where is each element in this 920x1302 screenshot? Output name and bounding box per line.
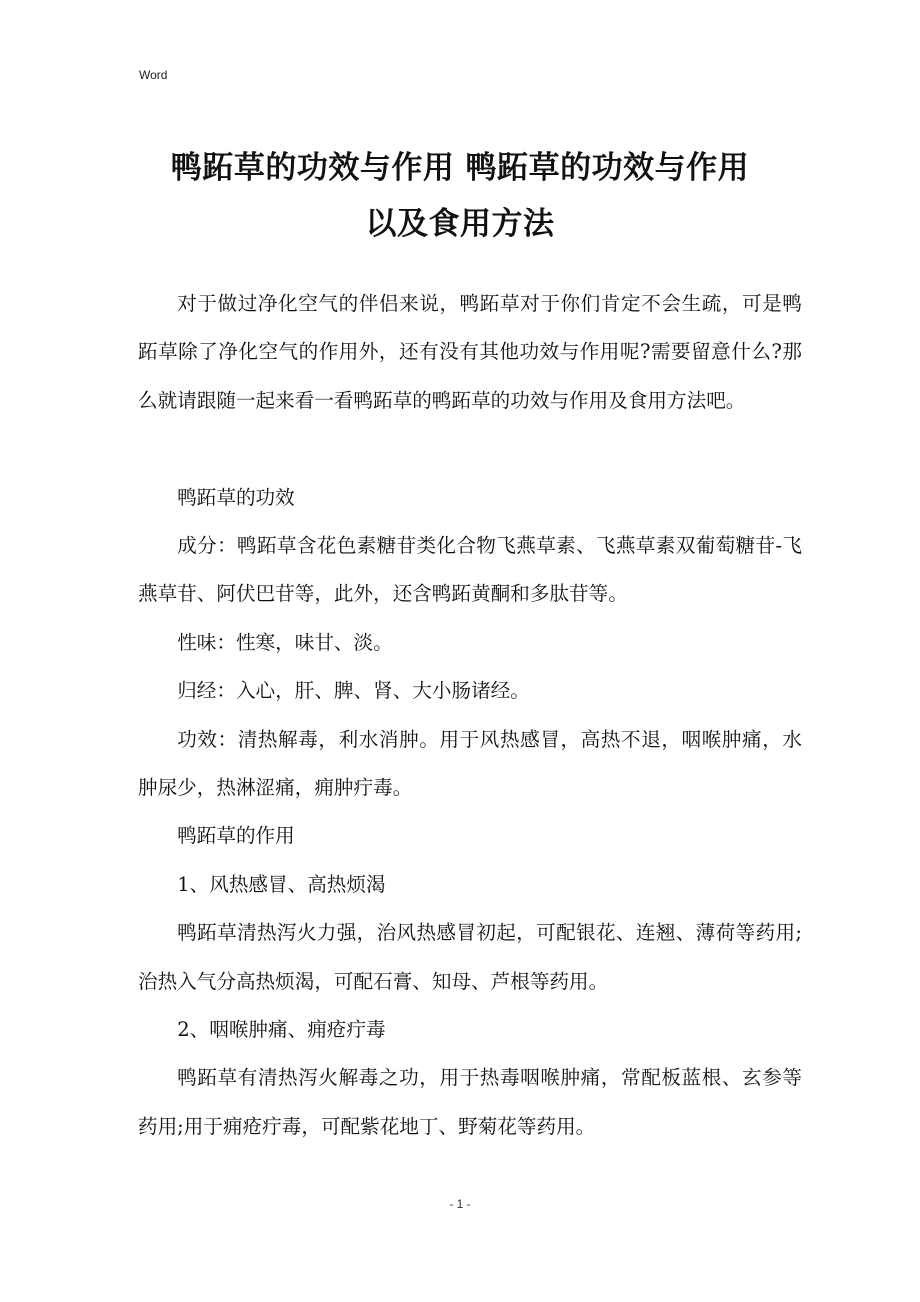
header-label: Word <box>139 68 168 82</box>
title-line-1: 鸭跖草的功效与作用 鸭跖草的功效与作用 <box>170 150 750 186</box>
paragraph-ingredients: 成分：鸭跖草含花色素糖苷类化合物飞燕草素、飞燕草素双葡萄糖苷-飞燕草苷、阿伏巴苷等，此外，还含鸭跖黄酮和多肽苷等。 <box>138 534 802 606</box>
section-heading-efficacy: 鸭跖草的功效 <box>177 485 295 509</box>
paragraph-nature-taste: 性味：性寒，味甘、淡。 <box>177 630 393 654</box>
page-number: - 1 - <box>449 1197 471 1211</box>
list-item-heading-1: 1、风热感冒、高热烦渴 <box>177 872 386 896</box>
blank-line <box>138 425 802 473</box>
document-title <box>138 140 782 252</box>
list-item-heading-2: 2、咽喉肿痛、痈疮疔毒 <box>177 1018 386 1042</box>
intro-paragraph: 对于做过净化空气的伴侣来说，鸭跖草对于你们肯定不会生疏，可是鸭跖草除了净化空气的作用外，还有没有其他功效与作用呢?需要留意什么?那么就请跟随一起来看一看鸭跖草的鸭跖草的功效与作用及食用方法吧。 <box>138 292 802 412</box>
list-item-body-1: 鸭跖草清热泻火力强，治风热感冒初起，可配银花、连翘、薄荷等药用;治热入气分高热烦渴，可配石膏、知母、芦根等药用。 <box>138 921 802 993</box>
document-body <box>138 280 802 1151</box>
paragraph-meridians: 归经：入心，肝、脾、肾、大小肠诸经。 <box>177 679 530 703</box>
section-heading-uses: 鸭跖草的作用 <box>177 824 295 848</box>
paragraph-efficacy: 功效：清热解毒，利水消肿。用于风热感冒，高热不退，咽喉肿痛，水肿尿少，热淋涩痛，痈肿疔毒。 <box>138 727 802 800</box>
list-item-body-2: 鸭跖草有清热泻火解毒之功，用于热毒咽喉肿痛，常配板蓝根、玄参等药用;用于痈疮疔毒，可配紫花地丁、野菊花等药用。 <box>138 1066 802 1138</box>
title-line-2: 以及食用方法 <box>365 206 555 242</box>
